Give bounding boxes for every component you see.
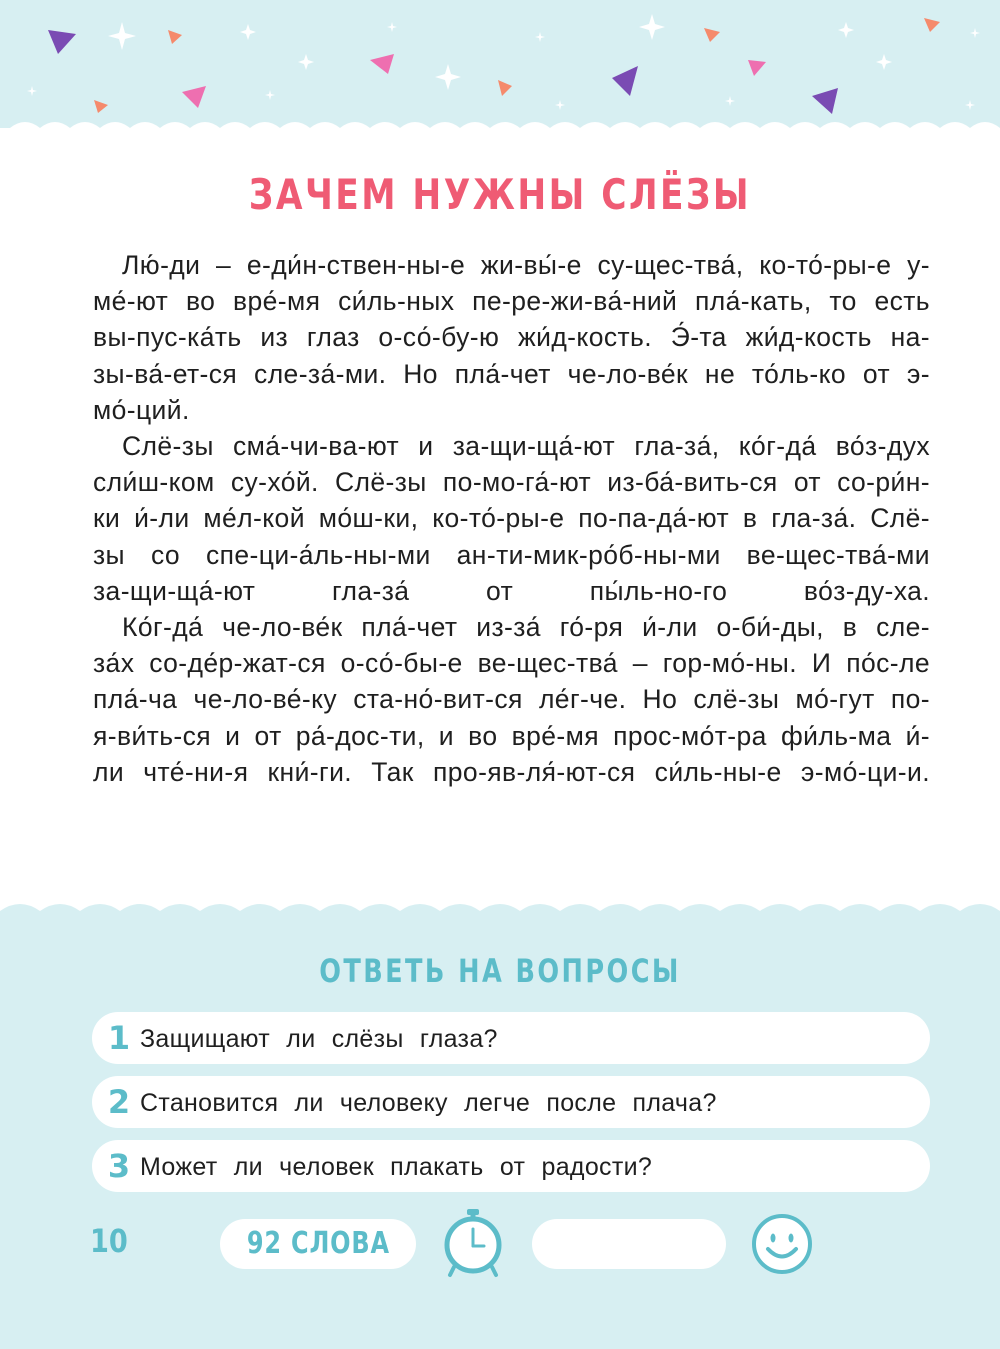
smiley-icon	[750, 1212, 814, 1276]
reading-time-field[interactable]	[532, 1219, 726, 1269]
question-item	[92, 1012, 930, 1064]
question-text: Становится ли человеку легче после плача?	[140, 1089, 717, 1117]
clock-icon	[440, 1207, 506, 1279]
story-text	[93, 247, 930, 790]
question-text: Защищают ли слёзы глаза?	[140, 1025, 498, 1053]
page-number: 10	[90, 1222, 128, 1260]
question-number: 2	[107, 1083, 131, 1121]
word-count-label: 92 СЛОВА	[246, 1226, 390, 1261]
confetti-decoration	[0, 0, 1000, 140]
top-decorative-band	[0, 0, 1000, 140]
question-text: Может ли человек плакать от радости?	[140, 1153, 653, 1181]
question-item	[92, 1140, 930, 1192]
story-paragraph: Слё-зы сма́-чи-ва-ют и за-щи-ща́-ют гла-за́, ко́г-да́ во́з-дух сли́ш-ком су-хо́й. Слё-зы по-мо-га́-ют из-ба́-вить-ся от со-ри́н-ки и́-ли ме́л-кой мо́ш-ки, ко-то́-ры-е по-па-да́-ют в гла-за́. Слё-зы со спе-ци-а́ль-ны-ми ан-ти-мик-ро́б-ны-ми ве-щес-тва́-ми за-щи-ща́-ют гла-за́ от пы́ль-но-го во́з-ду-ха.	[93, 431, 930, 606]
questions-title: ОТВЕТЬ НА ВОПРОСЫ	[319, 952, 681, 990]
question-number: 1	[107, 1019, 131, 1057]
question-number: 3	[107, 1147, 131, 1185]
story-paragraph: Лю́-ди – е-ди́н-ствен-ны-е жи-вы́-е су-щес-тва́, ко-то́-ры-е у-ме́-ют во вре́-мя си́ль-ных пе-ре-жи-ва́-ний пла́-кать, то есть вы-пус-ка́ть из глаз о-со́-бу-ю жи́д-кость. Э́-та жи́д-кость на-зы-ва́-ет-ся сле-за́-ми. Но пла́-чет че-ло-ве́к не то́ль-ко от э-мо́-ций.	[93, 250, 930, 425]
band-scalloped-edge	[0, 0, 1000, 128]
question-item	[92, 1076, 930, 1128]
page-title: ЗАЧЕМ НУЖНЫ СЛЁЗЫ	[248, 170, 752, 219]
story-paragraph: Ко́г-да́ че-ло-ве́к пла́-чет из-за́ го́-ря и́-ли о-би́-ды, в сле-за́х со-де́р-жат-ся о-со́-бы-е ве-щес-тва́ – гор-мо́-ны. И по́с-ле пла́-ча че-ло-ве́-ку ста-но́-вит-ся ле́г-че. Но слё-зы мо́-гут по-я-ви́ть-ся и от ра́-дос-ти, и во вре́-мя прос-мо́т-ра фи́ль-ма и́-ли чте́-ни-я кни́-ги. Так про-яв-ля́-ют-ся си́ль-ны-е э-мо́-ци-и.	[93, 612, 930, 787]
word-count-badge	[220, 1219, 416, 1269]
